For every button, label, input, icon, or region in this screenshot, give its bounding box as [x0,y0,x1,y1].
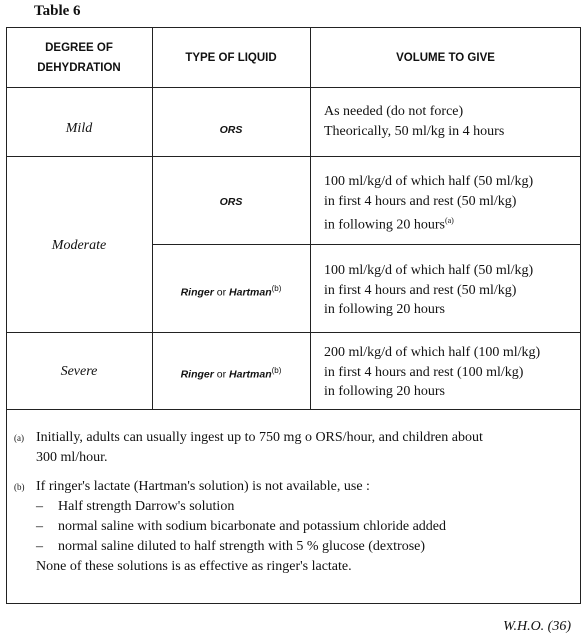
footnote-b-intro: If ringer's lactate (Hartman's solution) is not available, use : [36,479,370,494]
footnote-b-closing: None of these solutions is as effective as ringer's lactate. [36,559,352,574]
volume-severe-line3: in following 20 hours [324,384,445,399]
liquid-ringer: Ringer [180,368,214,381]
table-body-end [6,409,581,410]
header-degree-line2: DEHYDRATION [37,62,121,74]
footnote-a-mark: (a) [14,433,24,443]
volume-mild-line1: As needed (do not force) [324,104,464,119]
bullet-dash: – [36,519,43,534]
moderate-inner-divider [152,244,581,245]
footnote-b-mark: (b) [14,482,25,492]
footnote-b-bullet [36,537,575,557]
footnote-b [10,477,575,577]
volume-severe-line1: 200 ml/kg/d of which half (100 ml/kg) [324,345,541,360]
column-divider-2 [310,27,311,409]
header-volume: VOLUME TO GIVE [396,52,495,64]
volume-moderate-ors-line3: in following 20 hours [324,217,445,233]
liquid-or: or [213,286,230,299]
liquid-mild: ORS [219,124,243,136]
footnote-a-line1: Initially, adults can usually ingest up to 750 mg o ORS/hour, and children about [36,430,483,445]
bullet-dash: – [36,499,43,514]
table-caption: Table 6 [34,3,81,19]
volume-severe [324,343,540,402]
bullet-text: normal saline with sodium bicarbonate and potassium chloride added [58,519,447,534]
liquid-moderate-iv [152,284,310,299]
header-liquid: TYPE OF LIQUID [185,52,277,64]
liquid-hartman: Hartman [229,368,272,381]
column-divider-1 [152,27,153,409]
moderate-divider [6,332,581,333]
volume-moderate-ors-line2: in first 4 hours and rest (50 ml/kg) [324,193,517,209]
footnote-b-bullet [36,517,575,537]
header-divider [6,87,581,88]
liquid-severe [152,366,310,381]
footnotes [10,428,575,586]
liquid-or: or [213,368,230,381]
volume-moderate-ors-line1: 100 ml/kg/d of which half (50 ml/kg) [324,174,534,189]
mild-divider [6,156,581,157]
volume-moderate-ors [324,172,533,235]
volume-moderate-iv-line1: 100 ml/kg/d of which half (50 ml/kg) [324,263,534,278]
volume-moderate-iv-line3: in following 20 hours [324,302,445,317]
degree-moderate: Moderate [51,238,107,253]
bullet-text: normal saline diluted to half strength with 5 % glucose (dextrose) [58,539,426,554]
volume-moderate-iv-line2: in first 4 hours and rest (50 ml/kg) [324,282,517,298]
volume-moderate-iv [324,261,533,320]
bullet-dash: – [36,539,43,554]
liquid-ringer: Ringer [180,286,214,299]
footnote-ref-a: (a) [444,216,454,225]
volume-mild-line2: Theorically, 50 ml/kg in 4 hours [324,123,505,139]
source-citation: W.H.O. (36) [503,619,571,634]
degree-mild: Mild [65,121,93,136]
footnote-ref-b: (b) [271,284,282,293]
footnote-ref-b: (b) [271,366,282,375]
footnote-a-line2: 300 ml/hour. [36,450,108,465]
footnote-a [10,428,575,468]
degree-severe: Severe [60,364,98,379]
volume-mild [324,102,504,141]
header-degree-line1: DEGREE OF [45,42,113,54]
liquid-moderate-ors: ORS [219,196,243,208]
header-degree [6,38,152,78]
footnote-b-bullet [36,497,575,517]
bullet-text: Half strength Darrow's solution [58,499,235,514]
volume-severe-line2: in first 4 hours and rest (100 ml/kg) [324,364,524,380]
liquid-hartman: Hartman [229,286,272,299]
